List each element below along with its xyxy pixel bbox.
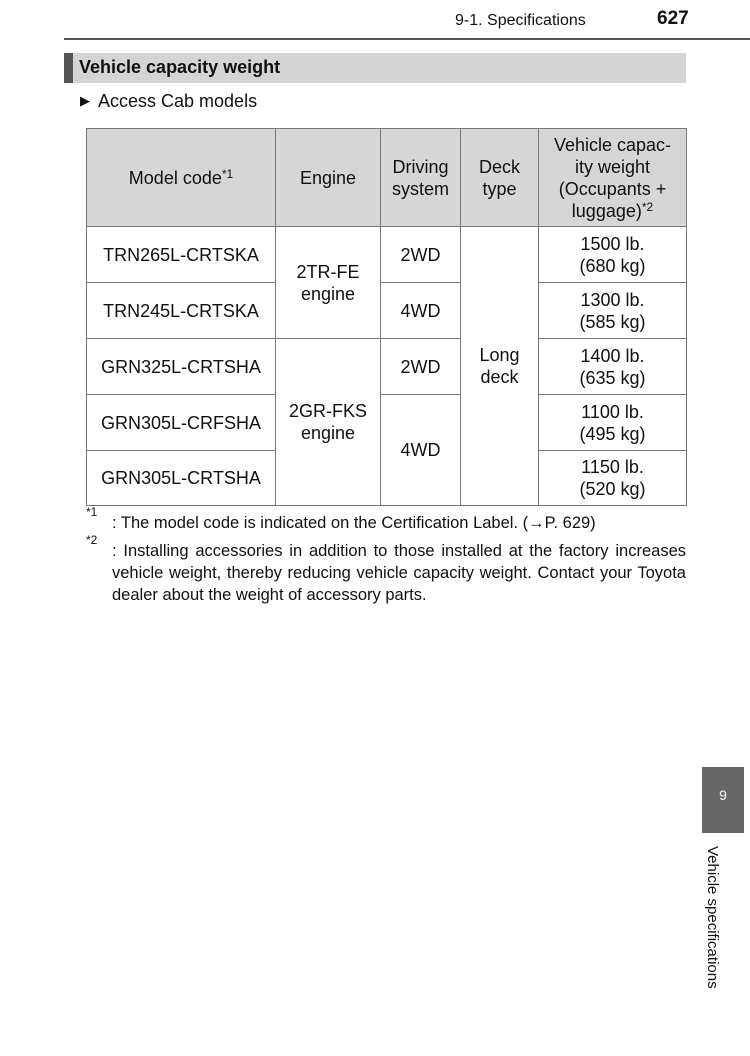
cell-capacity-weight: 1400 lb. (635 kg) bbox=[539, 339, 687, 395]
subheading bbox=[80, 91, 257, 112]
cell-capacity-weight: 1300 lb. (585 kg) bbox=[539, 283, 687, 339]
cell-model-code: GRN305L-CRTSHA bbox=[87, 451, 276, 506]
cell-deck-type: Long deck bbox=[461, 227, 539, 506]
footnote-text: : Installing accessories in addition to those installed at the factory increases vehicle weight, thereby reducing vehicle capacity weight. Contact your Toyota dealer about the weight of accessory parts. bbox=[112, 542, 686, 604]
section-title: Vehicle capacity weight bbox=[79, 57, 281, 77]
page-number: 627 bbox=[657, 8, 689, 29]
chapter-label: Vehicle specifications bbox=[704, 846, 721, 989]
cell-drive: 2WD bbox=[381, 339, 461, 395]
header-rule bbox=[64, 38, 750, 40]
header-deck-type: Deck type bbox=[461, 129, 539, 227]
table-row bbox=[87, 395, 687, 451]
header-capacity-weight: Vehicle capac- ity weight (Occupants + luggage)$^{*2}$ bbox=[539, 129, 687, 227]
chapter-tab[interactable] bbox=[702, 767, 744, 833]
header-engine: Engine bbox=[276, 129, 381, 227]
capacity-weight-table bbox=[86, 128, 687, 506]
footnote-1: *1 : The model code is indicated on the Certification Label. (→P. 629) bbox=[86, 505, 596, 532]
section-title-bar bbox=[64, 53, 686, 83]
cell-model-code: TRN245L-CRTSKA bbox=[87, 283, 276, 339]
cell-capacity-weight: 1500 lb. (680 kg) bbox=[539, 227, 687, 283]
chapter-number: 9 bbox=[719, 787, 727, 803]
table-row bbox=[87, 283, 687, 339]
cell-drive: 4WD bbox=[381, 283, 461, 339]
cell-engine: 2TR-FE engine bbox=[276, 227, 381, 339]
cell-model-code: TRN265L-CRTSKA bbox=[87, 227, 276, 283]
cell-drive: 4WD bbox=[381, 395, 461, 506]
cell-model-code: GRN305L-CRFSHA bbox=[87, 395, 276, 451]
cell-model-code: GRN325L-CRTSHA bbox=[87, 339, 276, 395]
header-section-title: 9-1. Specifications bbox=[455, 12, 586, 29]
footnotes bbox=[86, 505, 686, 612]
cell-engine: 2GR-FKS engine bbox=[276, 339, 381, 506]
header-model-code: Model code$^{*1}$ bbox=[87, 129, 276, 227]
subheading-text: Access Cab models bbox=[98, 91, 258, 111]
footnote-2: *2 : Installing accessories in addition to those installed at the factory increases vehicle weight, thereby reducing vehicle capacity weight. Contact your Toyota dealer about the weight of accessory parts. bbox=[86, 533, 686, 604]
triangle-bullet-icon: ▶ bbox=[80, 93, 90, 108]
table-row bbox=[87, 339, 687, 395]
table-header-row bbox=[87, 129, 687, 227]
cell-drive: 2WD bbox=[381, 227, 461, 283]
cell-capacity-weight: 1150 lb. (520 kg) bbox=[539, 451, 687, 506]
table-row bbox=[87, 227, 687, 283]
cell-capacity-weight: 1100 lb. (495 kg) bbox=[539, 395, 687, 451]
header-driving-system: Driving system bbox=[381, 129, 461, 227]
footnote-text: : The model code is indicated on the Certification Label. (→P. 629) bbox=[112, 514, 596, 532]
